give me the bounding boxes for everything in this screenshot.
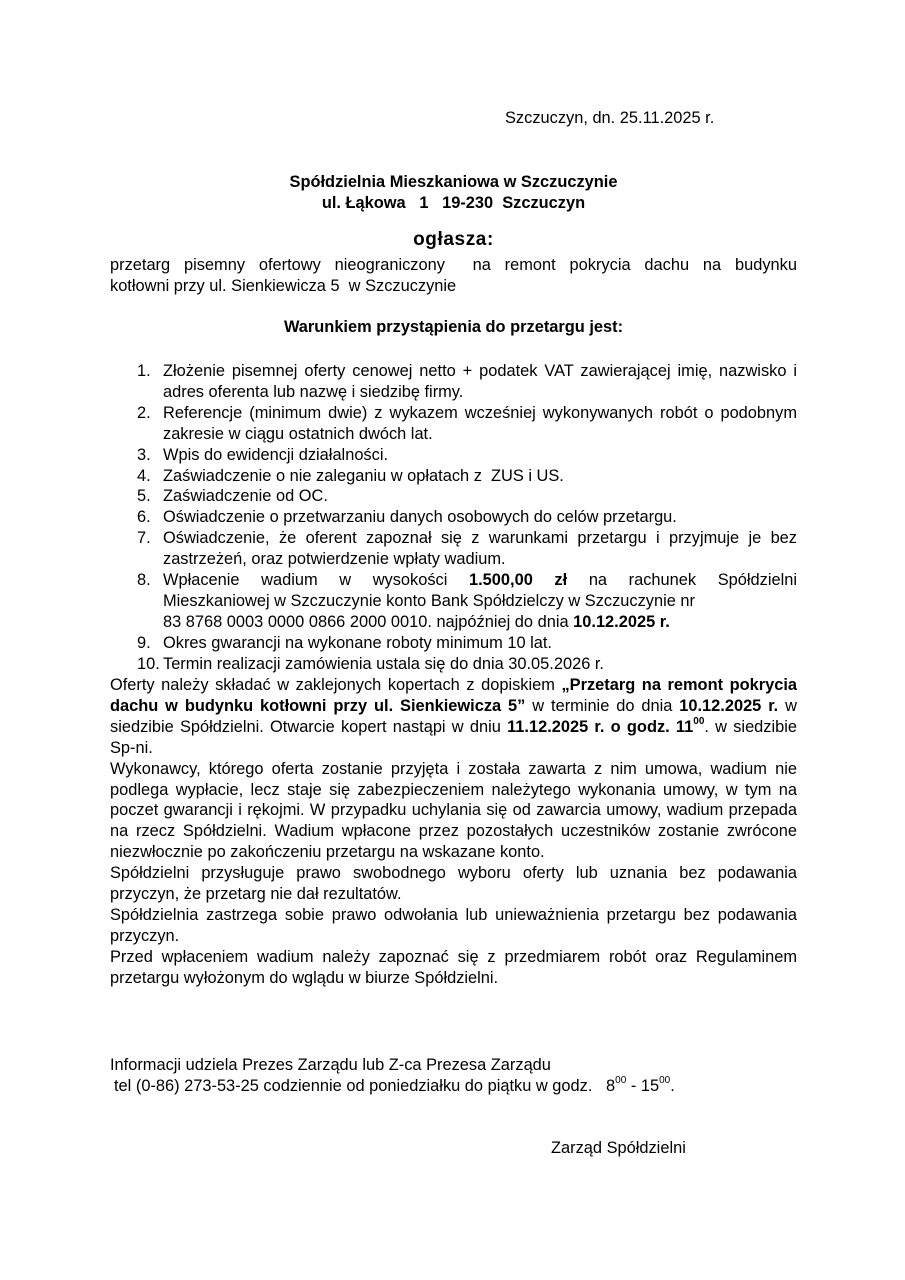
condition-text: Wpis do ewidencji działalności.	[163, 445, 389, 464]
organization-address: ul. Łąkowa 1 19-230 Szczuczyn	[321, 193, 586, 212]
condition-text: Okres gwarancji na wykonane roboty minimum 10 lat.	[163, 633, 552, 652]
contact-info	[110, 1055, 675, 1097]
organization-name: Spółdzielnia Mieszkaniowa w Szczuczynie	[289, 173, 618, 191]
hours-to-minutes: 00	[659, 1075, 671, 1087]
review-paragraph: Przed wpłaceniem wadium należy zapoznać się z przedmiarem robót oraz Regulaminem przetargu wyłożonym do wglądu w biurze Spółdzielni.	[110, 947, 797, 987]
tender-intro-line-2: kotłowni przy ul. Sienkiewicza 5 w Szczuczynie	[110, 276, 457, 295]
condition-item	[110, 507, 797, 528]
condition-item	[110, 486, 797, 507]
condition-item	[110, 528, 797, 570]
cancel-paragraph: Spółdzielnia zastrzega sobie prawo odwołania lub unieważnienia przetargu bez podawania przyczyn.	[110, 905, 797, 945]
condition-number: 8.	[137, 571, 151, 590]
condition-text: Złożenie pisemnej oferty cenowej netto + podatek VAT zawierającej imię, nazwisko i adres oferenta lub nazwę i siedzibę firmy.	[163, 362, 797, 401]
condition-number: 10.	[137, 654, 160, 673]
body-paragraphs	[110, 675, 797, 989]
submission-deadline: 10.12.2025 r.	[679, 696, 779, 715]
condition-text: Zaświadczenie o nie zaleganiu w opłatach z ZUS i US.	[163, 466, 564, 485]
condition-item	[110, 466, 797, 487]
hours-from-minutes: 00	[615, 1075, 627, 1087]
conditions-heading: Warunkiem przystąpienia do przetargu jest:	[283, 318, 624, 336]
condition-item-deposit	[110, 570, 797, 633]
deposit-amount: 1.500,00 zł	[469, 571, 568, 590]
deposit-text: Wpłacenie wadium w wysokości	[163, 571, 448, 590]
condition-item	[110, 403, 797, 445]
opening-time-minutes: 00	[693, 716, 705, 728]
envelope-label: „Przetarg na remont pokrycia dachu w budynku kotłowni przy ul. Sienkiewicza 5”	[110, 676, 798, 715]
signature: Zarząd Spółdzielni	[551, 1139, 686, 1157]
choice-paragraph: Spółdzielni przysługuje prawo swobodnego wyboru oferty lub uznania bez podawania przyczyn, że przetarg nie dał rezultatów.	[110, 864, 797, 904]
bank-account-number: 83 8768 0003 0000 0866 2000 0010. najpóźniej do dnia	[163, 612, 569, 631]
submission-text-d: . w siedzibie Sp-ni.	[110, 717, 798, 757]
condition-text: Referencje (minimum dwie) z wykazem wcześniej wykonywanych robót o podobnym zakresie w ciągu ostatnich dwóch lat.	[163, 403, 797, 443]
opening-date	[507, 718, 704, 736]
condition-text: Zaświadczenie od OC.	[163, 487, 328, 506]
condition-text: Oświadczenie o przetwarzaniu danych osobowych do celów przetargu.	[163, 508, 677, 527]
deposit-deadline: 10.12.2025 r.	[573, 612, 670, 631]
submission-text-c: w siedzibie Spółdzielni. Otwarcie kopert nastąpi w dniu	[110, 696, 797, 736]
condition-item	[110, 654, 797, 675]
hours-from: 8	[606, 1076, 616, 1095]
tender-intro	[110, 255, 797, 297]
tender-intro-line-1: przetarg pisemny ofertowy nieograniczony na remont pokrycia dachu na budynku	[110, 256, 797, 274]
condition-number: 6.	[137, 508, 151, 527]
submission-text: Oferty należy składać w zaklejonych kopertach z dopiskiem	[110, 676, 555, 694]
hours-to: 15	[640, 1076, 660, 1095]
condition-number: 4.	[137, 466, 151, 485]
condition-item	[110, 445, 797, 466]
condition-deposit-line-3	[163, 612, 797, 633]
hours-end: .	[670, 1076, 675, 1095]
opening-date-text: 11.12.2025 r. o godz. 11	[507, 717, 694, 736]
submission-text-b: w terminie do dnia	[532, 696, 673, 715]
submission-paragraph	[110, 675, 797, 759]
condition-text: Oświadczenie, że oferent zapoznał się z warunkami przetargu i przyjmuje je bez zastrzeżeń, oraz potwierdzenie wpłaty wadium.	[163, 529, 797, 569]
condition-number: 2.	[137, 403, 151, 422]
condition-deposit-line-1	[163, 570, 797, 591]
condition-deposit-line-2: Mieszkaniowej w Szczuczynie konto Bank Spółdzielczy w Szczuczynie nr	[163, 591, 695, 610]
deposit-text-b: na rachunek Spółdzielni	[588, 571, 797, 590]
conditions-list	[110, 361, 797, 675]
place-date: Szczuczyn, dn. 25.11.2025 r.	[505, 109, 715, 127]
hours-separator: -	[626, 1076, 641, 1095]
contact-line-2	[110, 1076, 675, 1097]
condition-item	[110, 633, 797, 654]
condition-number: 5.	[137, 487, 151, 506]
condition-number: 9.	[137, 633, 151, 652]
announce-heading: ogłasza:	[413, 229, 494, 250]
organization-header	[110, 172, 797, 214]
condition-number: 7.	[137, 529, 151, 548]
contact-line-1: Informacji udziela Prezes Zarządu lub Z-ca Prezesa Zarządu	[110, 1056, 551, 1074]
condition-number: 3.	[137, 445, 151, 464]
condition-text: Termin realizacji zamówienia ustala się do dnia 30.05.2026 r.	[163, 654, 604, 673]
condition-number: 1.	[137, 362, 151, 380]
deposit-paragraph: Wykonawcy, którego oferta zostanie przyjęta i została zawarta z nim umowa, wadium nie podlega wypłacie, lecz staje się zabezpieczeniem należytego wykonania umowy, w tym na poczet gwarancji i rękojmi. W przypadku uchylania się od zawarcia umowy, wadium przepada na rzecz Spółdzielni. Wadium wpłacone przez pozostałych uczestników zostanie zwrócone niezwłocznie po zakończeniu przetargu na wskazane konto.	[110, 759, 797, 862]
condition-item	[110, 361, 797, 403]
contact-phone-text: tel (0-86) 273-53-25 codziennie od poniedziałku do piątku w godz.	[114, 1076, 607, 1095]
